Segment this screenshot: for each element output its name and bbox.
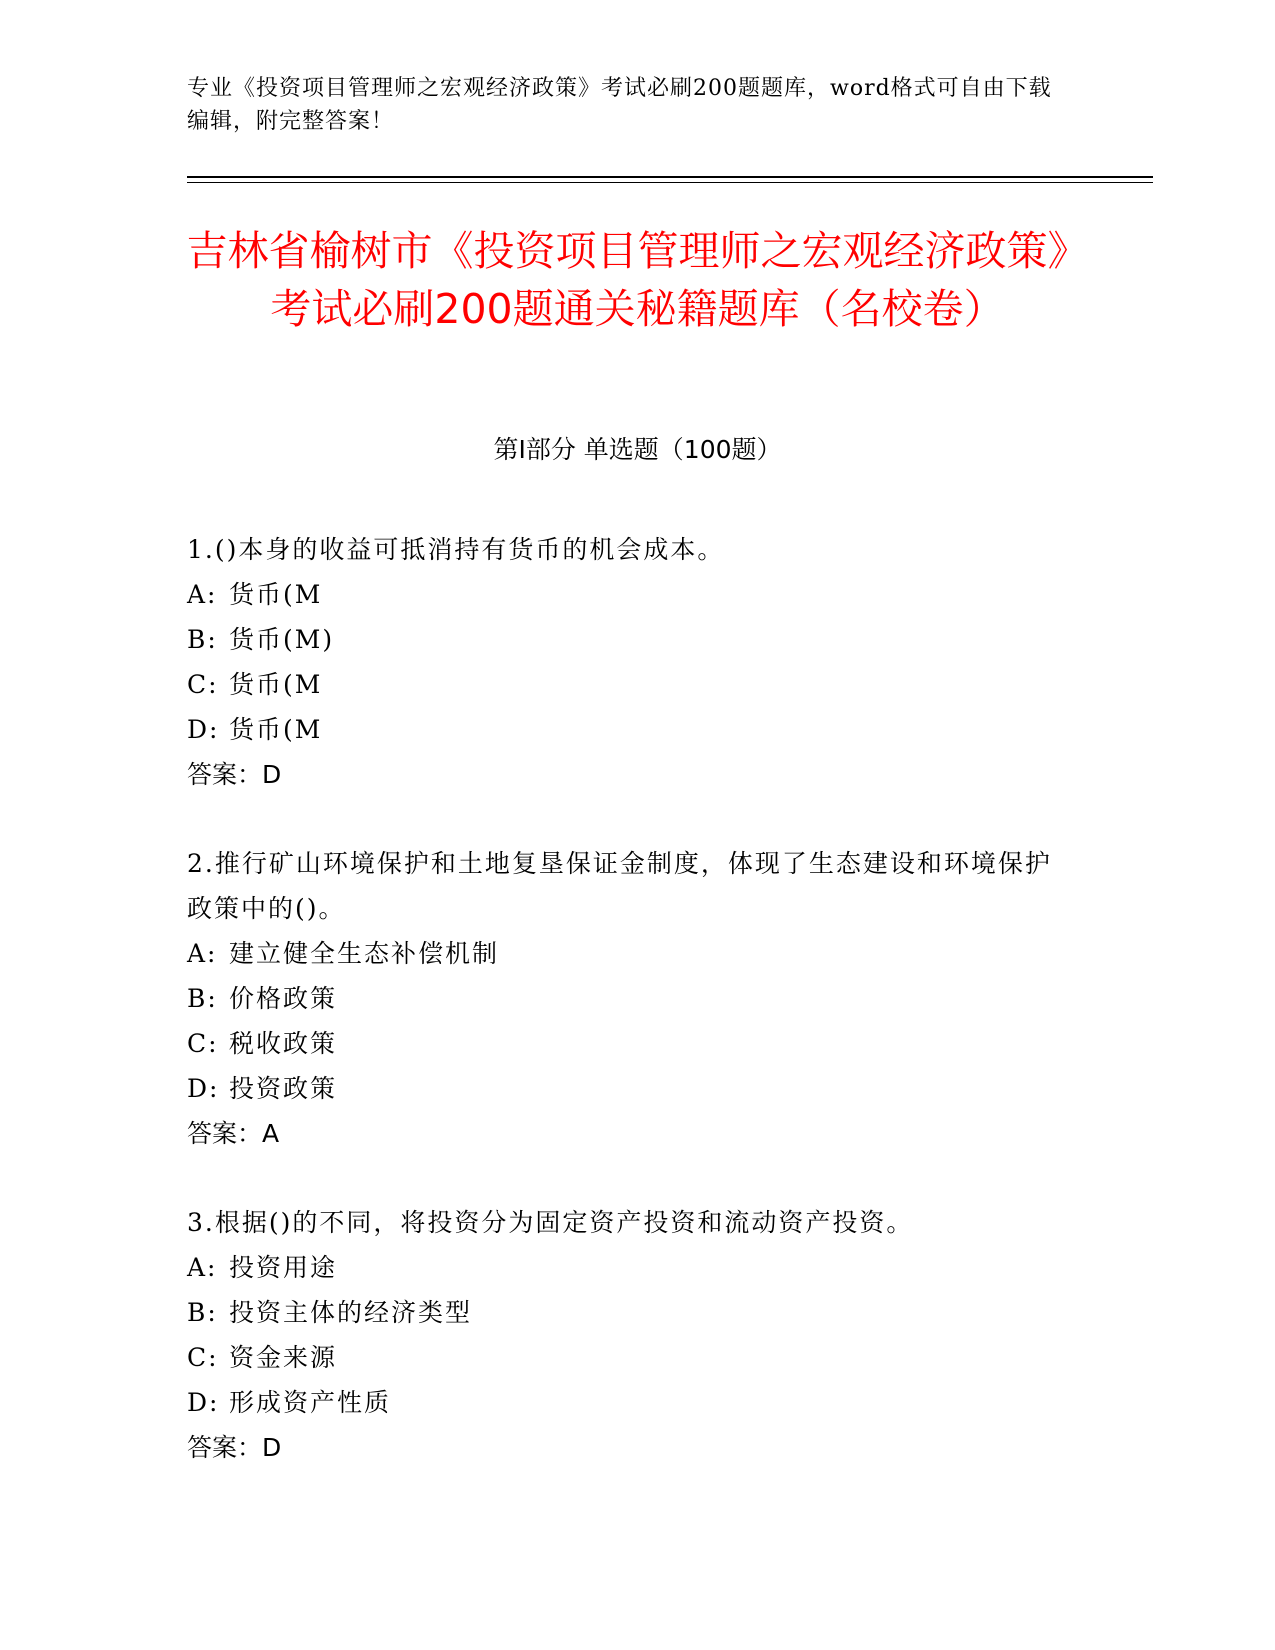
question-1	[187, 527, 1067, 797]
option-letter: C:	[187, 1343, 219, 1372]
header-divider-thin	[187, 182, 1153, 183]
option-c	[187, 662, 1067, 707]
option-text: 形成资产性质	[229, 1388, 392, 1417]
option-letter: B:	[187, 984, 218, 1013]
header-note: 专业《投资项目管理师之宏观经济政策》考试必刷200题题库，word格式可自由下载编辑，附完整答案！	[187, 76, 1052, 134]
option-text: 建立健全生态补偿机制	[229, 939, 500, 968]
option-letter: D:	[187, 715, 220, 744]
section-title: 第Ⅰ部分 单选题（100题）	[493, 435, 782, 464]
option-letter: B:	[187, 1298, 218, 1327]
option-letter: D:	[187, 1074, 220, 1103]
option-c	[187, 1021, 1067, 1066]
option-letter: A:	[187, 1253, 218, 1282]
question-answer: 答案：A	[187, 1119, 280, 1148]
option-d	[187, 1066, 1067, 1111]
option-letter: A:	[187, 580, 218, 609]
option-text: 投资用途	[229, 1253, 338, 1282]
question-stem: 1.()本身的收益可抵消持有货币的机会成本。	[187, 535, 725, 564]
question-stem: 2.推行矿山环境保护和土地复垦保证金制度，体现了生态建设和环境保护政策中的()。	[187, 849, 1052, 923]
option-d	[187, 707, 1067, 752]
option-text: 货币(M	[229, 580, 323, 609]
option-letter: D:	[187, 1388, 220, 1417]
option-b	[187, 1290, 1067, 1335]
option-a	[187, 572, 1067, 617]
question-answer: 答案：D	[187, 1433, 282, 1462]
option-text: 税收政策	[229, 1029, 338, 1058]
option-b	[187, 617, 1067, 662]
option-letter: C:	[187, 1029, 219, 1058]
header-divider-thick	[187, 176, 1153, 178]
option-text: 投资政策	[229, 1074, 338, 1103]
question-2	[187, 841, 1067, 1156]
document-title: 吉林省榆树市《投资项目管理师之宏观经济政策》考试必刷200题通关秘籍题库（名校卷）	[186, 227, 1089, 333]
option-text: 资金来源	[229, 1343, 338, 1372]
question-list	[187, 527, 1067, 1514]
option-c	[187, 1335, 1067, 1380]
option-a	[187, 1245, 1067, 1290]
question-3	[187, 1200, 1067, 1470]
question-answer: 答案：D	[187, 760, 282, 789]
option-text: 货币(M)	[229, 625, 335, 654]
option-letter: C:	[187, 670, 219, 699]
option-text: 货币(M	[229, 670, 323, 699]
option-letter: A:	[187, 939, 218, 968]
question-stem: 3.根据()的不同，将投资分为固定资产投资和流动资产投资。	[187, 1208, 914, 1237]
option-b	[187, 976, 1067, 1021]
option-text: 货币(M	[229, 715, 323, 744]
option-text: 价格政策	[229, 984, 338, 1013]
option-text: 投资主体的经济类型	[229, 1298, 473, 1327]
option-letter: B:	[187, 625, 218, 654]
option-a	[187, 931, 1067, 976]
option-d	[187, 1380, 1067, 1425]
